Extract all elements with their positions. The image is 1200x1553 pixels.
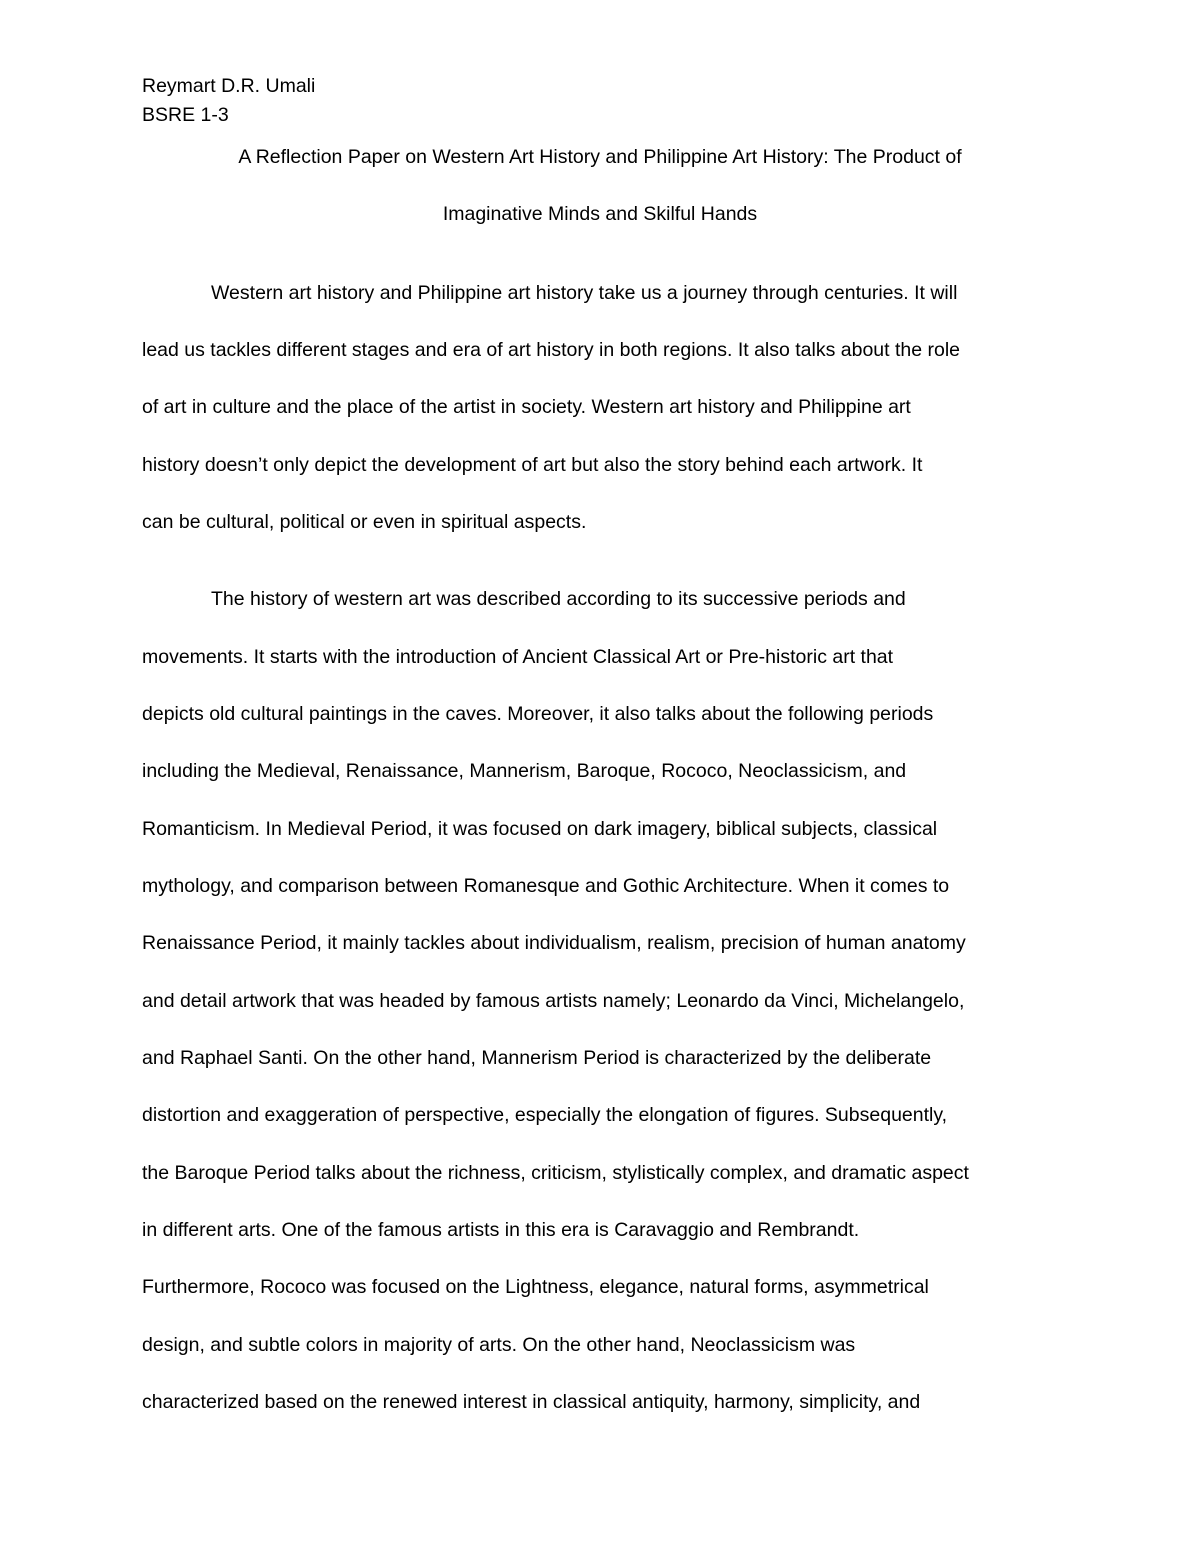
- paragraph-2-line: Furthermore, Rococo was focused on the Lightness, elegance, natural forms, asymmetrical: [142, 1276, 929, 1298]
- paragraph-2-line: including the Medieval, Renaissance, Mannerism, Baroque, Rococo, Neoclassicism, and: [142, 760, 907, 782]
- paragraph-2-line: distortion and exaggeration of perspective, especially the elongation of figures. Subsequently,: [142, 1104, 948, 1126]
- paragraph-2-line: depicts old cultural paintings in the caves. Moreover, it also talks about the following periods: [142, 703, 934, 725]
- paragraph-2-line: and Raphael Santi. On the other hand, Mannerism Period is characterized by the deliberate: [142, 1047, 932, 1069]
- class-section: BSRE 1-3: [142, 104, 229, 126]
- paragraph-2-line: mythology, and comparison between Romanesque and Gothic Architecture. When it comes to: [142, 875, 950, 897]
- paragraph-1-line: can be cultural, political or even in spiritual aspects.: [142, 511, 587, 533]
- paragraph-2-line: design, and subtle colors in majority of arts. On the other hand, Neoclassicism was: [142, 1334, 856, 1356]
- paragraph-2-line: in different arts. One of the famous artists in this era is Caravaggio and Rembrandt.: [142, 1219, 860, 1241]
- paper-title-line-1: A Reflection Paper on Western Art History and Philippine Art History: The Product of: [238, 146, 962, 168]
- paragraph-1-line: of art in culture and the place of the artist in society. Western art history and Philippine art: [142, 396, 911, 418]
- paragraph-2-line: the Baroque Period talks about the richness, criticism, stylistically complex, and dramatic aspect: [142, 1162, 969, 1184]
- paragraph-1-line: Western art history and Philippine art history take us a journey through centuries. It will: [211, 282, 958, 304]
- paragraph-2-line: Renaissance Period, it mainly tackles about individualism, realism, precision of human anatomy: [142, 932, 966, 954]
- paragraph-2-line: and detail artwork that was headed by famous artists namely; Leonardo da Vinci, Michelangelo,: [142, 990, 965, 1012]
- paragraph-2-line: characterized based on the renewed interest in classical antiquity, harmony, simplicity, and: [142, 1391, 921, 1413]
- paragraph-1-line: history doesn’t only depict the development of art but also the story behind each artwork. It: [142, 454, 923, 476]
- paragraph-2-line: The history of western art was described according to its successive periods and: [211, 588, 906, 610]
- paper-title-line-2: Imaginative Minds and Skilful Hands: [442, 203, 758, 225]
- paragraph-2-line: Romanticism. In Medieval Period, it was focused on dark imagery, biblical subjects, classical: [142, 818, 938, 840]
- paragraph-1-line: lead us tackles different stages and era of art history in both regions. It also talks about the role: [142, 339, 961, 361]
- author-name: Reymart D.R. Umali: [142, 75, 316, 97]
- paragraph-2-line: movements. It starts with the introduction of Ancient Classical Art or Pre-historic art that: [142, 646, 894, 668]
